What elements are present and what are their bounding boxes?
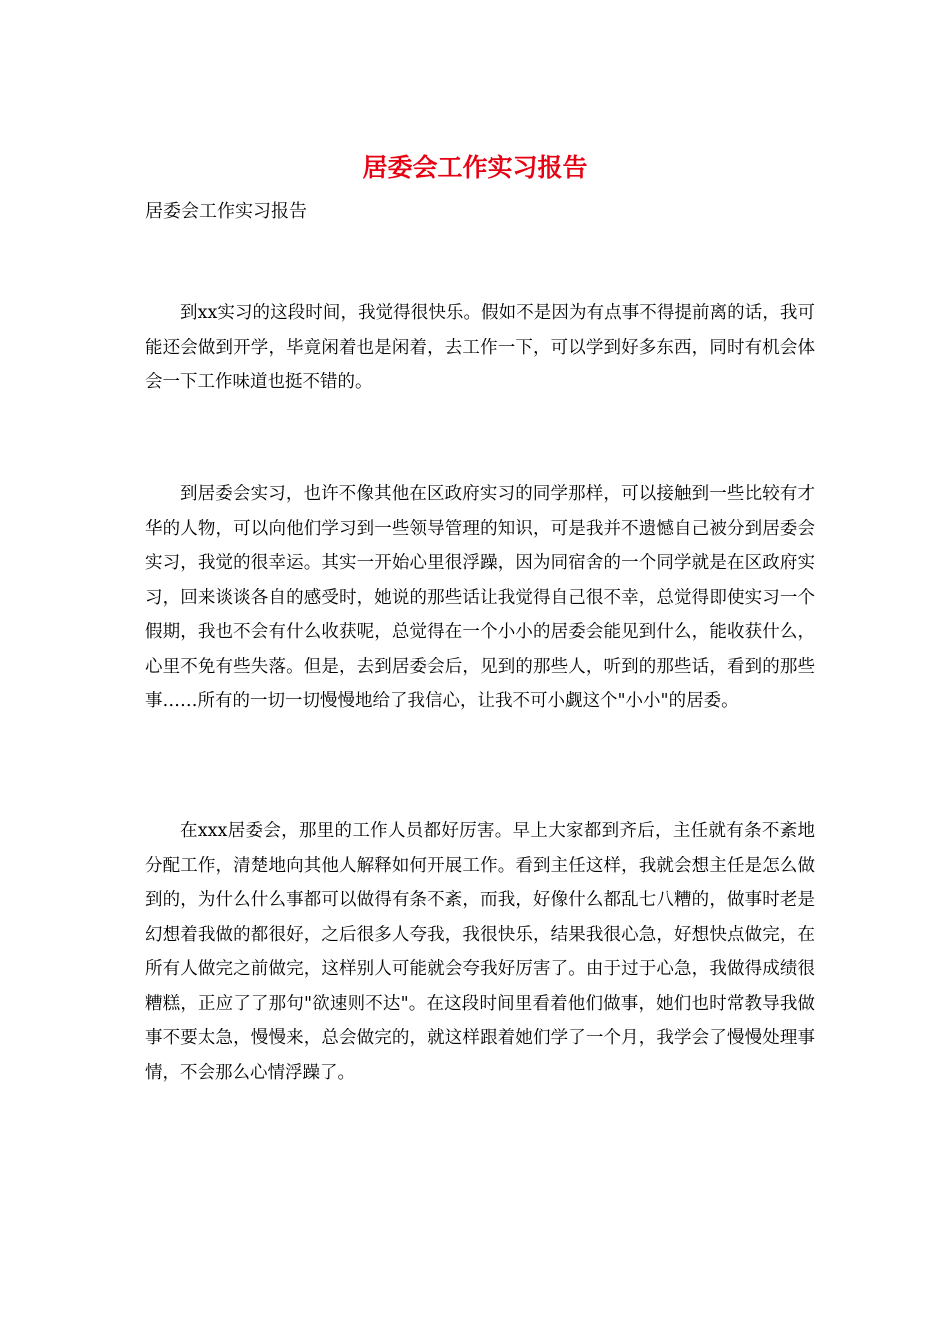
body-paragraph-3: 在xxx居委会，那里的工作人员都好厉害。早上大家都到齐后，主任就有条不紊地分配工作，清楚地向其他人解释如何开展工作。看到主任这样，我就会想主任是怎么做到的，为什么什么事都可以做得有条不紊，而我，好像什么都乱七八糟的，做事时老是幻想着我做的都很好，之后很多人夸我，我很快乐，结果我很心急，好想快点做完，在所有人做完之前做完，这样别人可能就会夸我好厉害了。由于过于心急，我做得成绩很糟糕，正应了了那句"欲速则不达"。在这段时间里看着他们做事，她们也时常教导我做事不要太急，慢慢来，总会做完的，就这样跟着她们学了一个月，我学会了慢慢处理事情，不会那么心情浮躁了。: [145, 821, 815, 1083]
document-title: 居委会工作实习报告: [362, 153, 588, 182]
body-paragraph-1: 到xx实习的这段时间，我觉得很快乐。假如不是因为有点事不得提前离的话，我可能还会做到开学，毕竟闲着也是闲着，去工作一下，可以学到好多东西，同时有机会体会一下工作味道也挺不错的。: [145, 303, 815, 392]
document-subtitle: 居委会工作实习报告: [145, 201, 307, 222]
body-paragraph-2: 到居委会实习，也许不像其他在区政府实习的同学那样，可以接触到一些比较有才华的人物，可以向他们学习到一些领导管理的知识，可是我并不遗憾自己被分到居委会实习，我觉的很幸运。其实一开始心里很浮躁，因为同宿舍的一个同学就是在区政府实习，回来谈谈各自的感受时，她说的那些话让我觉得自己很不幸，总觉得即使实习一个假期，我也不会有什么收获呢，总觉得在一个小小的居委会能见到什么，能收获什么，心里不免有些失落。但是，去到居委会后，见到的那些人，听到的那些话，看到的那些事……所有的一切一切慢慢地给了我信心，让我不可小觑这个"小小"的居委。: [145, 484, 815, 711]
